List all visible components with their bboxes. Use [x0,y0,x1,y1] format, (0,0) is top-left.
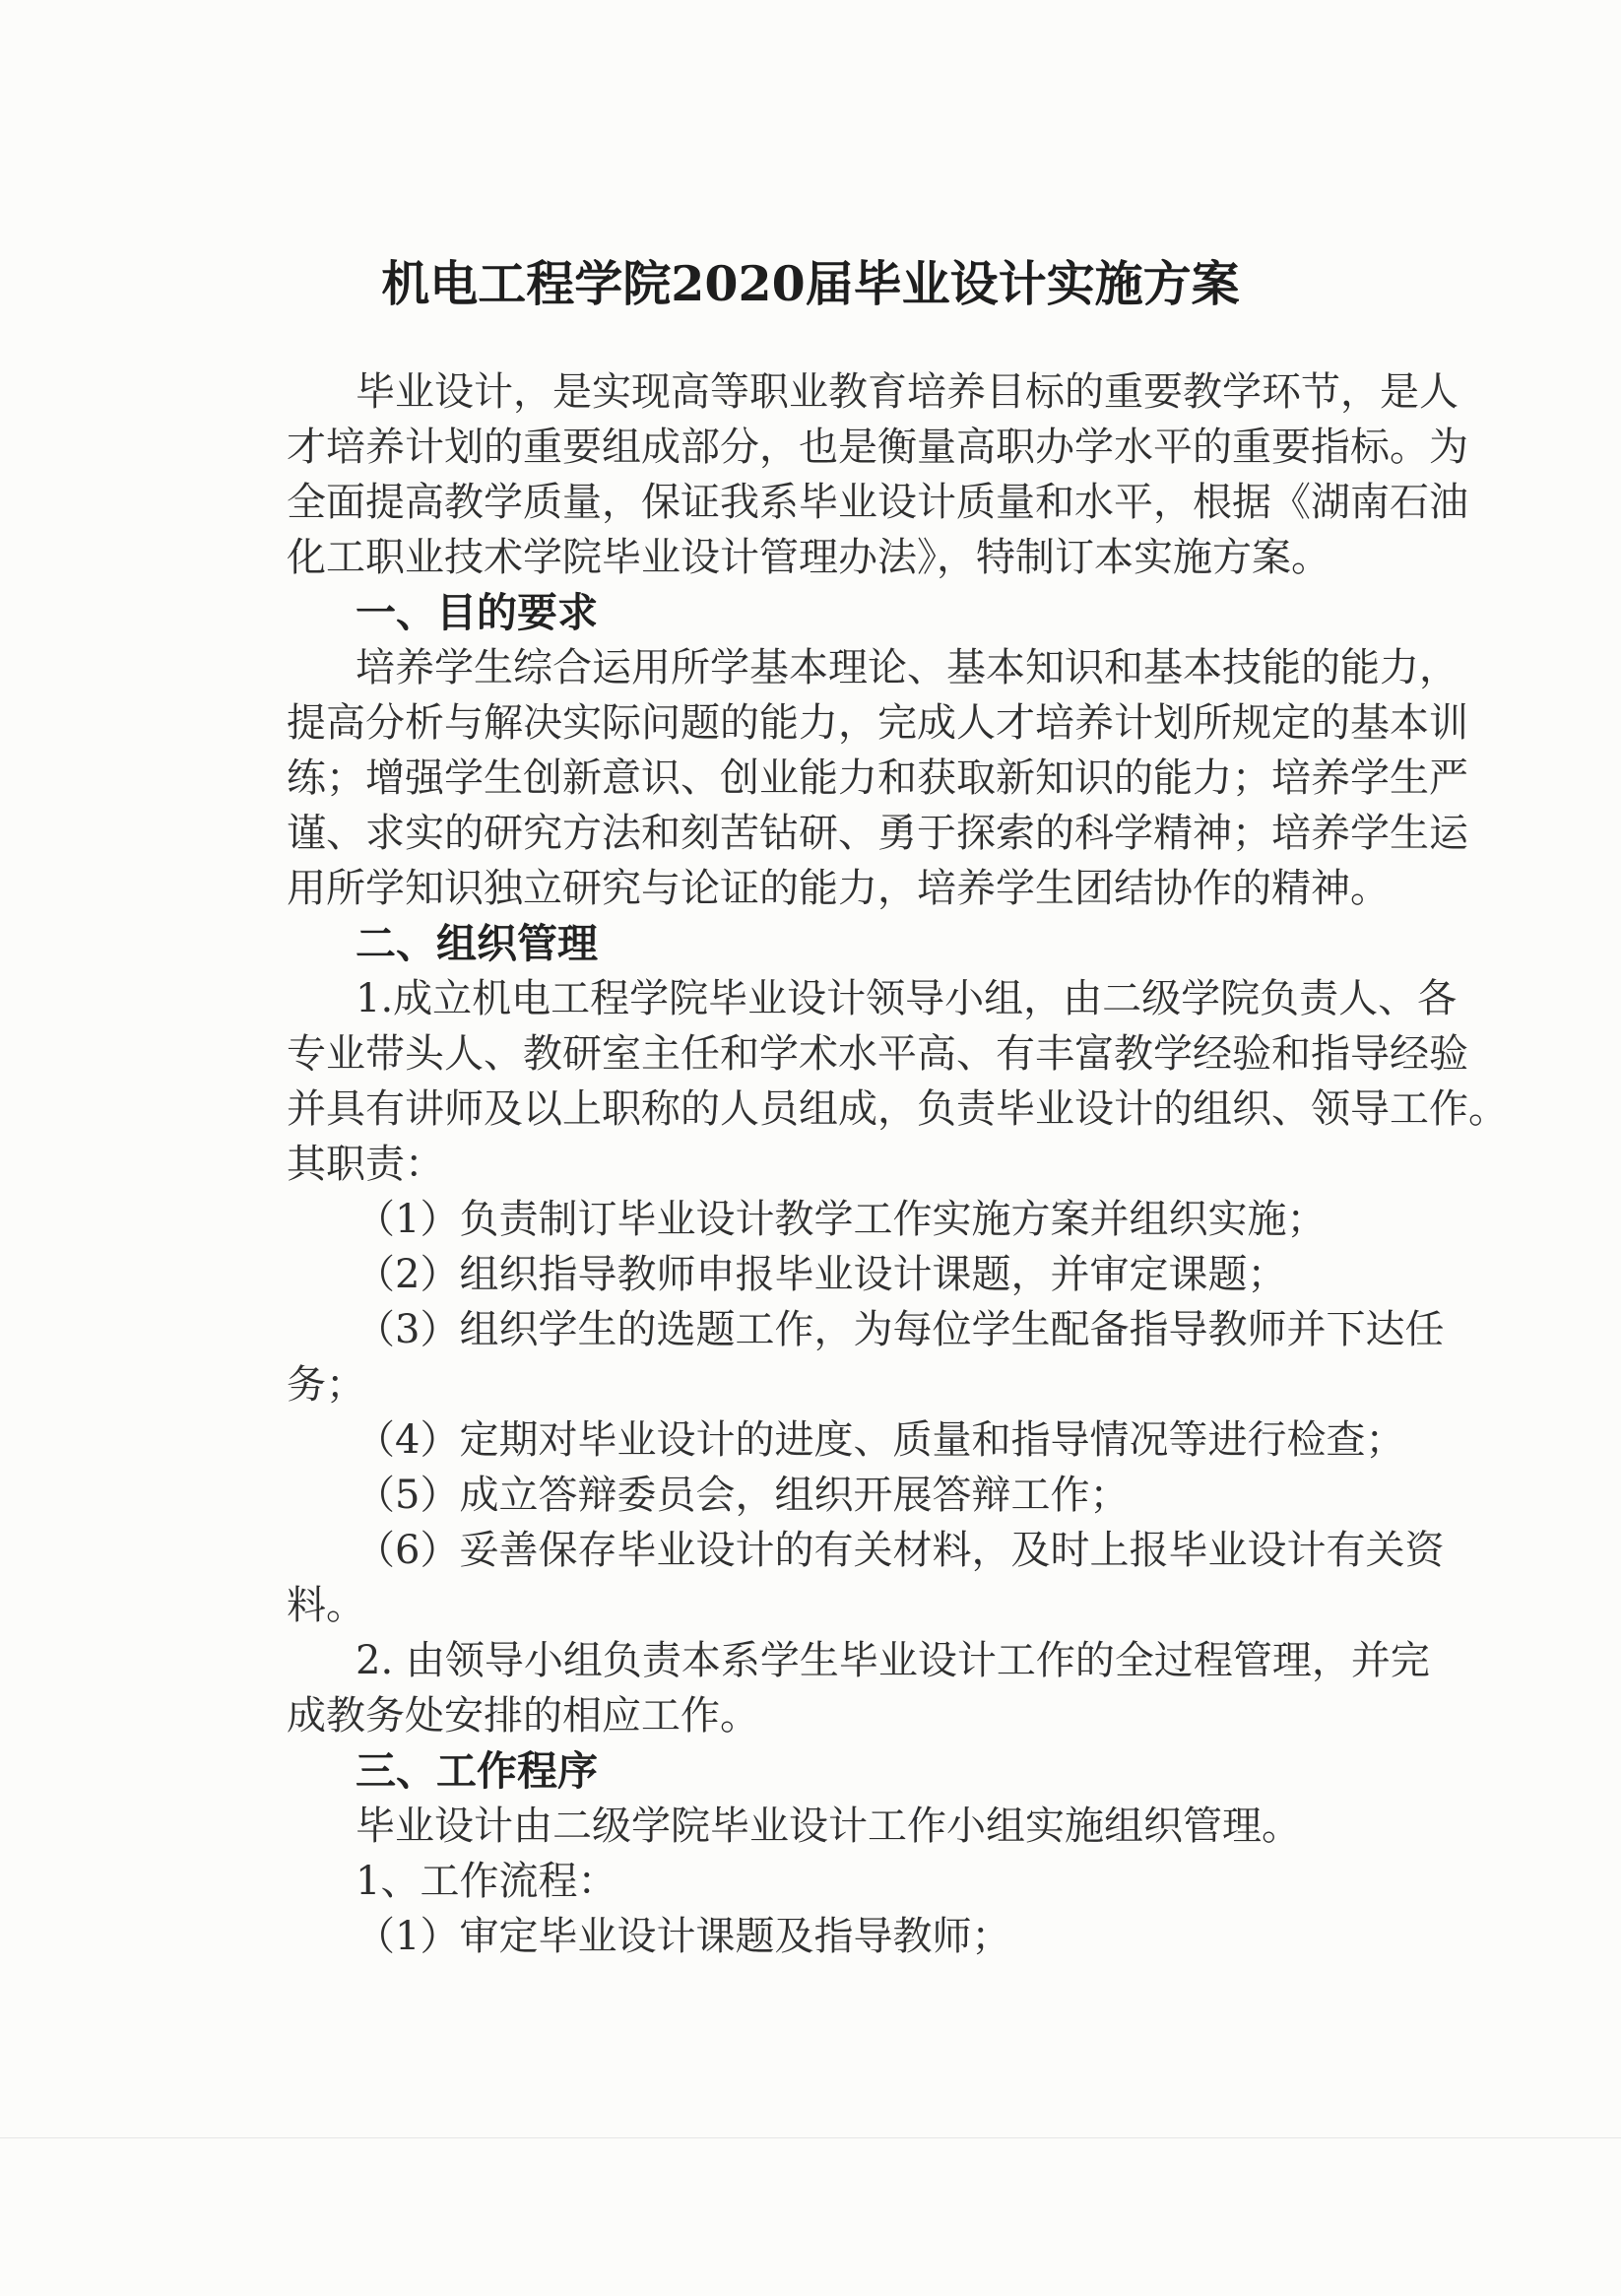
scan-edge-line [0,2137,1621,2138]
document-title: 机电工程学院2020届毕业设计实施方案 [381,255,1240,312]
text-line: 专业带头人、教研室主任和学术水平高、有丰富教学经验和指导经验 [287,1031,1468,1077]
text-line: 并具有讲师及以上职称的人员组成，负责毕业设计的组织、领导工作。 [287,1086,1508,1132]
text-line: 料。 [287,1583,365,1628]
section-heading: 二、组织管理 [356,920,598,967]
list-item: （4）定期对毕业设计的进度、质量和指导情况等进行检查； [356,1417,1405,1463]
text-line: 谨、求实的研究方法和刻苦钻研、勇于探索的科学精神；培养学生运 [287,811,1468,856]
text-line: 培养学生综合运用所学基本理论、基本知识和基本技能的能力， [356,645,1459,690]
list-item: （3）组织学生的选题工作，为每位学生配备指导教师并下达任 [356,1307,1445,1352]
list-item: （5）成立答辩委员会，组织开展答辩工作； [356,1473,1130,1518]
text-line: 全面提高教学质量，保证我系毕业设计质量和水平，根据《湖南石油 [287,480,1468,525]
text-line: 用所学知识独立研究与论证的能力，培养学生团结协作的精神。 [287,866,1390,911]
list-item: （2）组织指导教师申报毕业设计课题，并审定课题； [356,1252,1287,1297]
text-line: 务； [287,1362,365,1408]
list-item: （1）负责制订毕业设计教学工作实施方案并组织实施； [356,1197,1327,1242]
text-line: 才培养计划的重要组成部分，也是衡量高职办学水平的重要指标。为 [287,425,1468,470]
text-line: 化工职业技术学院毕业设计管理办法》，特制订本实施方案。 [287,535,1330,580]
section-heading: 一、目的要求 [356,589,598,636]
text-line: 毕业设计，是实现高等职业教育培养目标的重要教学环节，是人 [356,369,1459,415]
text-line: 练；增强学生创新意识、创业能力和获取新知识的能力；培养学生严 [287,755,1468,801]
text-line: 毕业设计由二级学院毕业设计工作小组实施组织管理。 [356,1804,1301,1849]
text-line: 提高分析与解决实际问题的能力，完成人才培养计划所规定的基本训 [287,700,1468,746]
list-item: （6）妥善保存毕业设计的有关材料，及时上报毕业设计有关资 [356,1528,1445,1573]
text-line: 1、工作流程： [356,1859,617,1904]
text-line: 1.成立机电工程学院毕业设计领导小组，由二级学院负责人、各 [356,976,1458,1021]
text-line: 成教务处安排的相应工作。 [287,1693,759,1738]
text-line: 其职责： [287,1142,444,1187]
section-heading: 三、工作程序 [356,1747,598,1795]
text-line: 2. 由领导小组负责本系学生毕业设计工作的全过程管理，并完 [356,1638,1430,1683]
list-item: （1）审定毕业设计课题及指导教师； [356,1914,1011,1959]
